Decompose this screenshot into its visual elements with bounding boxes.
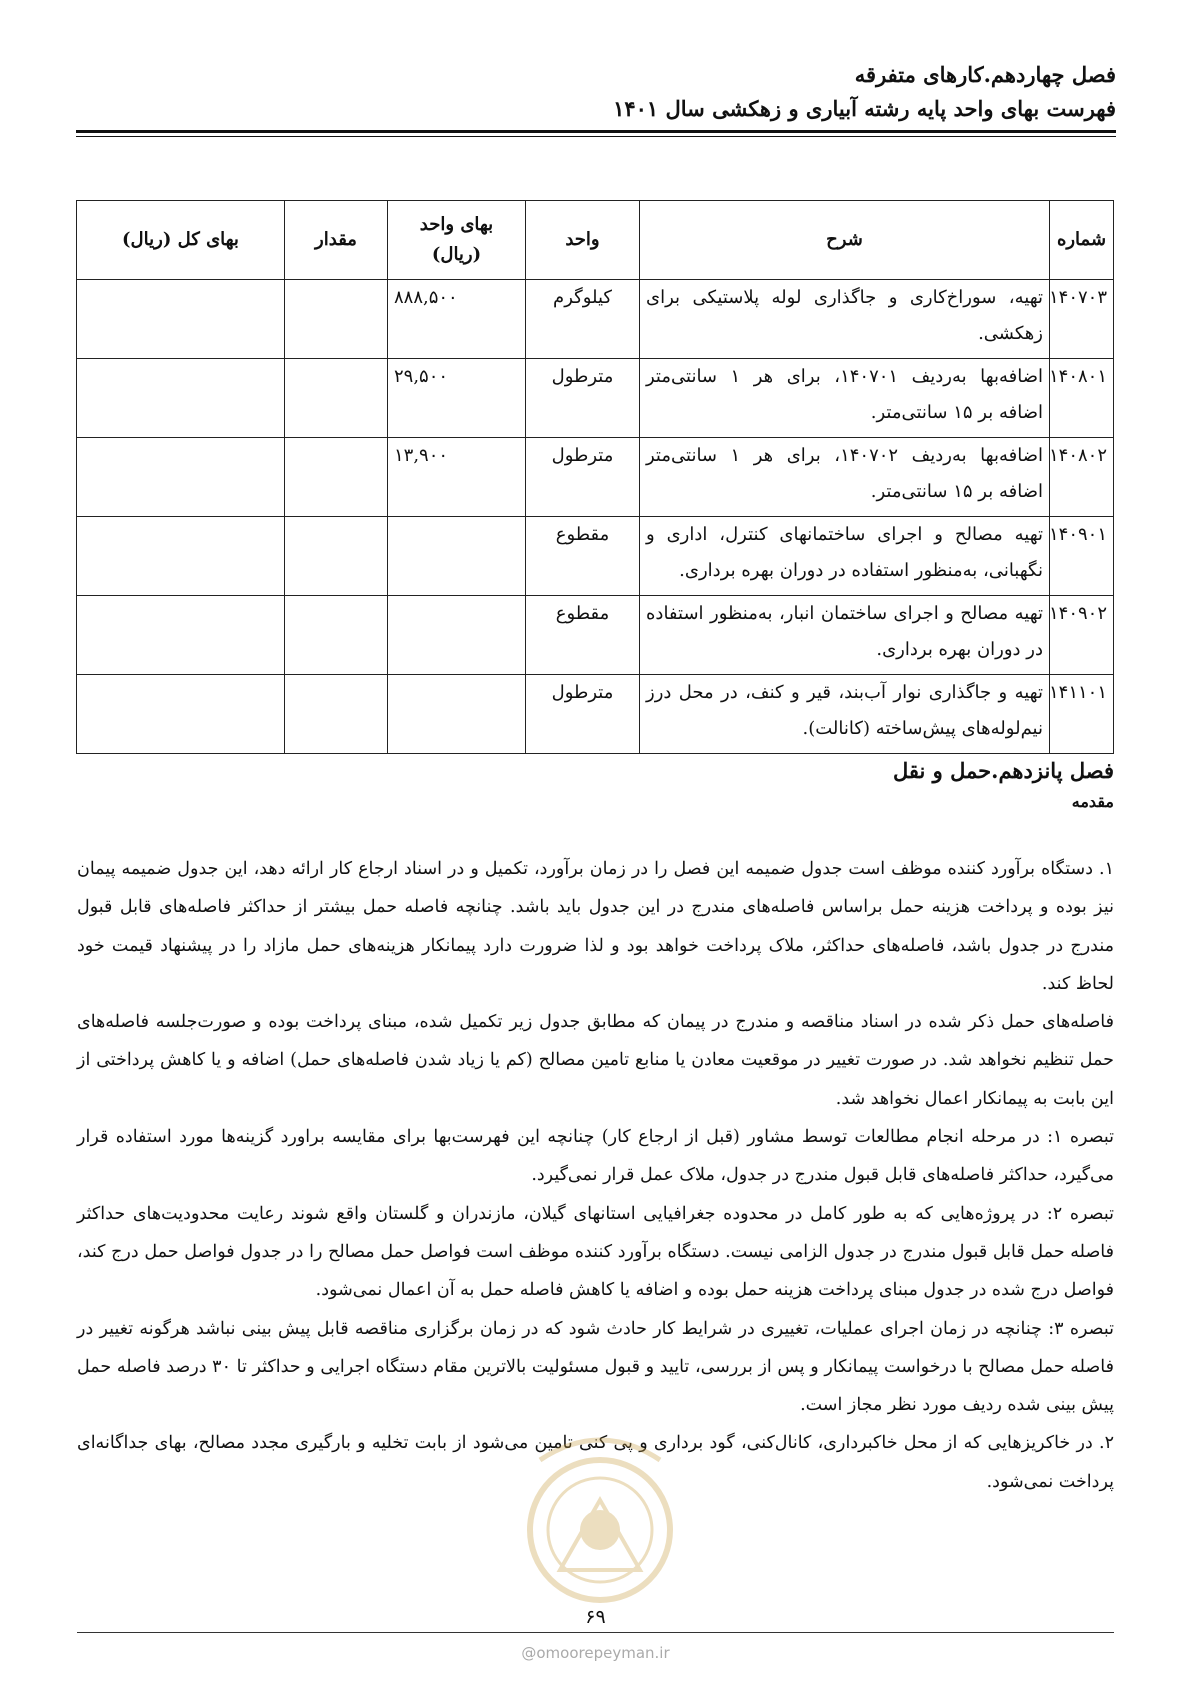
row-description: تهیه مصالح و اجرای ساختمان انبار، به‌منظور استفاده در دوران بهره برداری.	[640, 596, 1050, 675]
table-row	[77, 675, 1114, 754]
row-quantity	[285, 596, 388, 675]
section-title: فصل پانزدهم.حمل و نقل	[892, 758, 1114, 783]
paragraph: تبصره ۱: در مرحله انجام مطالعات توسط مشاور (قبل از ارجاع کار) چنانچه این فهرست‌بها برای مقایسه براورد گزینه‌ها مورد استفاده قرار می‌گیرد، حداکثر فاصله‌های قابل قبول مندرج در جدول، ملاک عمل قرار نمی‌گیرد.	[77, 1127, 1114, 1186]
row-code: ۱۴۰۸۰۱	[1050, 359, 1114, 438]
paragraph: فاصله‌های حمل ذکر شده در اسناد مناقصه و مندرج در پیمان که مطابق جدول زیر تکمیل شده، مبنای پرداخت بوده و صورت‌جلسه فاصله‌های حمل تنظیم نخواهد شد. در صورت تغییر در موقعیت معادن یا منابع تامین مصالح (کم یا زیاد شدن فاصله‌های حمل) اضافه و یا کاهش پرداختی از این بابت به پیمانکار اعمال نخواهد شد.	[77, 1012, 1114, 1109]
row-unit-price: ۲۹,۵۰۰	[388, 359, 526, 438]
row-unit-price	[388, 596, 526, 675]
row-quantity	[285, 675, 388, 754]
watermark-logo	[500, 1420, 700, 1620]
row-unit-price	[388, 517, 526, 596]
paragraph: تبصره ۳: چنانچه در زمان اجرای عملیات، تغییری در شرایط کار حادث شود که در زمان برگزاری مناقصه قابل پیش بینی نباشد هرگونه تغییر در فاصله حمل مصالح با درخواست پیمانکار و پس از بررسی، تایید و قبول مسئولیت بالاترین مقام دستگاه اجرایی و حداکثر تا ۳۰ درصد فاصله حمل پیش بینی شده ردیف مورد نظر مجاز است.	[77, 1318, 1114, 1416]
row-total	[77, 596, 285, 675]
chapter-title: فصل چهاردهم.کارهای متفرقه	[854, 62, 1116, 87]
table-row	[77, 596, 1114, 675]
paragraph: ۱. دستگاه برآورد کننده موظف است جدول ضمیمه این فصل را در زمان برآورد، تکمیل و در اسناد ارجاع کار ارائه دهد، این جدول ضمیمه پیمان نیز بوده و پرداخت هزینه حمل براساس فاصله‌های مندرج در این جدول باید باشد. چنانچه فاصله حمل بیشتر از حداکثر فاصله‌های قابل قبول مندرج در جدول باشد، فاصله‌های حداکثر، ملاک پرداخت خواهد بود و لذا ضرورت دارد پیمانکار هزینه‌های حمل مازاد را در پیشنهاد قیمت خود لحاظ کند.	[77, 859, 1114, 994]
footer-rule	[77, 1632, 1114, 1633]
page-number: ۶۹	[585, 1606, 606, 1628]
paragraph: ۲. در خاکریزهایی که از محل خاکبرداری، کانال‌کنی، گود برداری و پی کنی تامین می‌شود از بابت تخلیه و بارگیری مجدد مصالح، بهای جداگانه‌ای پرداخت نمی‌شود.	[77, 1433, 1114, 1492]
row-description: اضافه‌بها به‌ردیف ۱۴۰۷۰۱، برای هر ۱ سانتی‌متر اضافه بر ۱۵ سانتی‌متر.	[640, 359, 1050, 438]
row-unit: مترطول	[526, 359, 640, 438]
price-table	[76, 200, 1114, 754]
table-row	[77, 517, 1114, 596]
table-row	[77, 359, 1114, 438]
row-unit: کیلوگرم	[526, 280, 640, 359]
page-header	[76, 58, 1116, 126]
row-code: ۱۴۰۹۰۱	[1050, 517, 1114, 596]
row-quantity	[285, 359, 388, 438]
row-unit-price: ۱۳,۹۰۰	[388, 438, 526, 517]
row-unit-price: ۸۸۸,۵۰۰	[388, 280, 526, 359]
row-total	[77, 517, 285, 596]
row-total	[77, 280, 285, 359]
row-unit-price	[388, 675, 526, 754]
table-row	[77, 438, 1114, 517]
row-unit: مقطوع	[526, 596, 640, 675]
row-quantity	[285, 517, 388, 596]
row-code: ۱۴۰۷۰۳	[1050, 280, 1114, 359]
row-unit: مقطوع	[526, 517, 640, 596]
row-unit: مترطول	[526, 675, 640, 754]
col-header-unit-price: بهای واحد (ریال)	[388, 201, 526, 280]
row-unit: مترطول	[526, 438, 640, 517]
table-header-row	[77, 201, 1114, 280]
col-header-total: بهای کل (ریال)	[77, 201, 285, 280]
row-total	[77, 675, 285, 754]
header-rule-thick	[76, 130, 1116, 133]
col-header-code: شماره	[1050, 201, 1114, 280]
col-header-unit: واحد	[526, 201, 640, 280]
row-quantity	[285, 438, 388, 517]
row-code: ۱۴۰۸۰۲	[1050, 438, 1114, 517]
table-row	[77, 280, 1114, 359]
row-description: تهیه، سوراخ‌کاری و جاگذاری لوله پلاستیکی برای زهکشی.	[640, 280, 1050, 359]
footer-site: @omoorepeyman.ir	[521, 1644, 670, 1662]
row-description: تهیه مصالح و اجرای ساختمانهای کنترل، اداری و نگهبانی، به‌منظور استفاده در دوران بهره برداری.	[640, 517, 1050, 596]
row-quantity	[285, 280, 388, 359]
row-description: تهیه و جاگذاری نوار آب‌بند، قیر و کنف، در محل درز نیم‌لوله‌های پیش‌ساخته (کانالت).	[640, 675, 1050, 754]
intro-heading: مقدمه	[1071, 792, 1114, 811]
row-total	[77, 359, 285, 438]
row-description: اضافه‌بها به‌ردیف ۱۴۰۷۰۲، برای هر ۱ سانتی‌متر اضافه بر ۱۵ سانتی‌متر.	[640, 438, 1050, 517]
catalog-title: فهرست بهای واحد پایه رشته آبیاری و زهکشی سال ۱۴۰۱	[613, 96, 1116, 121]
row-total	[77, 438, 285, 517]
row-code: ۱۴۰۹۰۲	[1050, 596, 1114, 675]
header-rule-thin	[76, 136, 1116, 137]
col-header-quantity: مقدار	[285, 201, 388, 280]
paragraph: تبصره ۲: در پروژه‌هایی که به طور کامل در محدوده جغرافیایی استانهای گیلان، مازندران و گلستان واقع شوند رعایت محدودیت‌های حداکثر فاصله حمل قابل قبول مندرج در جدول الزامی نیست. دستگاه برآورد کننده موظف است فواصل حمل مصالح را در جدول فواصل حمل درج کند، فواصل درج شده در جدول مبنای پرداخت هزینه حمل بوده و اضافه یا کاهش فاصله حمل به آن اعمال نمی‌شود.	[77, 1203, 1114, 1301]
row-code: ۱۴۱۱۰۱	[1050, 675, 1114, 754]
section-body	[77, 850, 1114, 1501]
col-header-description: شرح	[640, 201, 1050, 280]
